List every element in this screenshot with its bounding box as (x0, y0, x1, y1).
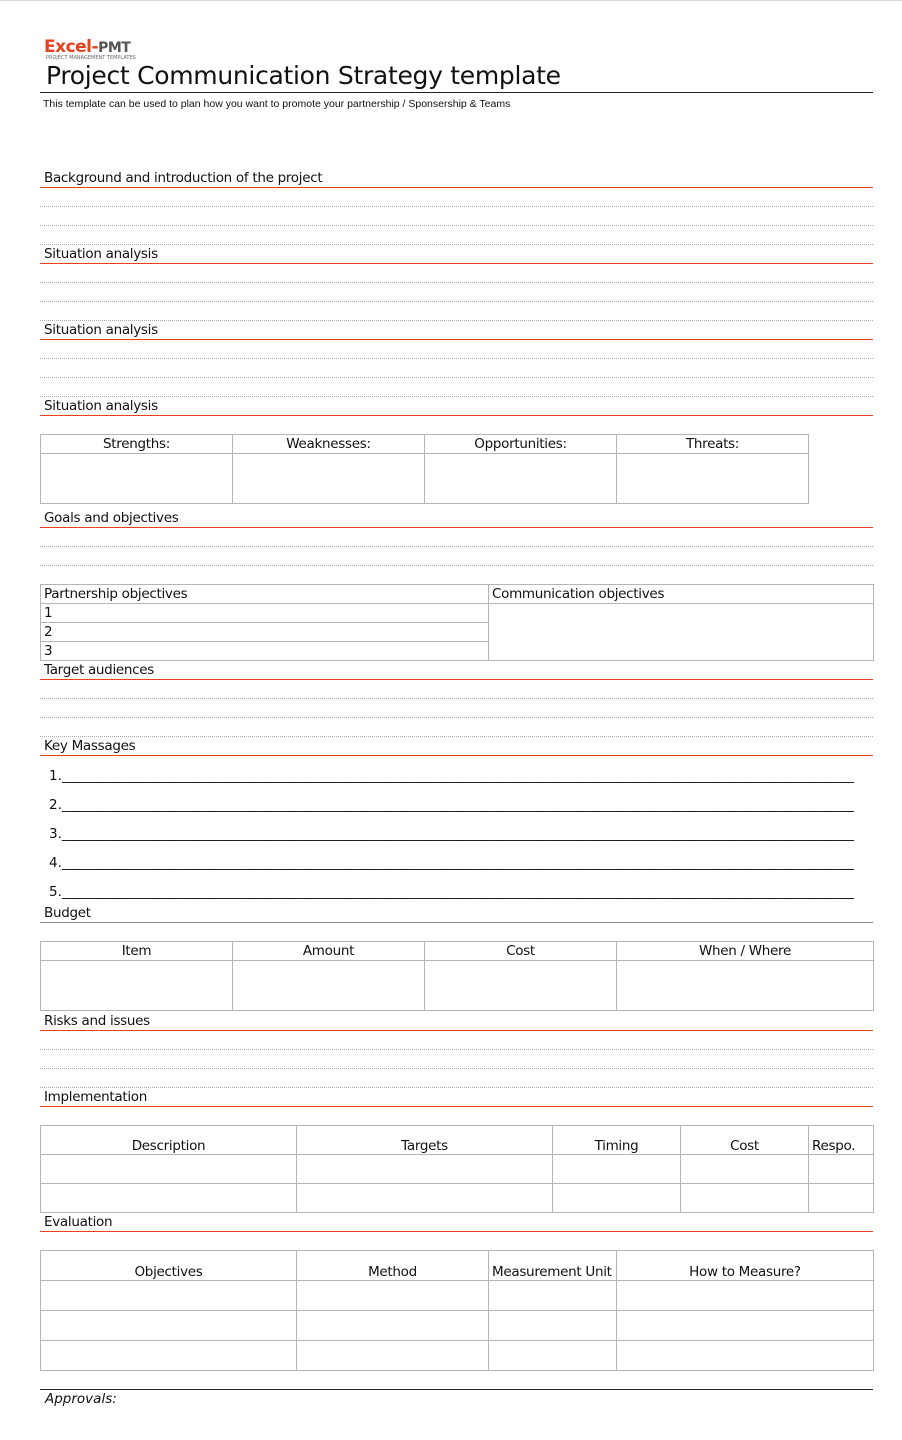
logo-tagline: PROJECT MANAGEMENT TEMPLATES (46, 55, 136, 61)
section-divider (40, 922, 873, 923)
key-message-line[interactable]: 4.____________________________________________________________________________________________________________________________________________ (49, 855, 853, 871)
partnership-objective-2[interactable]: 2 (41, 623, 489, 642)
table-cell[interactable] (297, 1341, 489, 1371)
table-header-row (41, 435, 809, 454)
section-heading-situation1: Situation analysis (44, 246, 158, 262)
table-cell[interactable] (425, 454, 617, 504)
section-heading-risks: Risks and issues (44, 1013, 150, 1029)
table-cell[interactable] (41, 1184, 297, 1213)
column-header: Threats: (617, 435, 809, 454)
column-header: Targets (297, 1126, 553, 1155)
column-header: Cost (425, 942, 617, 961)
table-cell[interactable] (489, 1341, 617, 1371)
section-heading-situation3: Situation analysis (44, 398, 158, 414)
table-cell[interactable] (41, 1311, 297, 1341)
table-header-row (41, 1251, 874, 1281)
section-heading-background: Background and introduction of the project (44, 170, 323, 186)
table-cell[interactable] (681, 1155, 809, 1184)
writing-line[interactable] (40, 225, 873, 226)
table-row (41, 1184, 874, 1213)
column-header: How to Measure? (617, 1251, 874, 1281)
table-cell[interactable] (41, 1341, 297, 1371)
table-row (41, 454, 809, 504)
table-cell[interactable] (809, 1184, 874, 1213)
writing-line[interactable] (40, 396, 873, 397)
table-cell[interactable] (41, 961, 233, 1011)
table-cell[interactable] (617, 1281, 874, 1311)
table-cell[interactable] (297, 1184, 553, 1213)
writing-line[interactable] (40, 282, 873, 283)
key-message-line[interactable]: 1.____________________________________________________________________________________________________________________________________________ (49, 768, 853, 784)
writing-line[interactable] (40, 1087, 873, 1088)
section-divider (40, 1030, 873, 1031)
key-message-number: 2. (49, 797, 62, 813)
key-message-line[interactable]: 3.____________________________________________________________________________________________________________________________________________ (49, 826, 853, 842)
writing-line[interactable] (40, 320, 873, 321)
section-heading-budget: Budget (44, 905, 91, 921)
column-header: Objectives (41, 1251, 297, 1281)
key-message-number: 4. (49, 855, 62, 871)
table-cell[interactable] (809, 1155, 874, 1184)
key-message-number: 5. (49, 884, 62, 900)
table-header-row (41, 1126, 874, 1155)
communication-objectives-header: Communication objectives (489, 585, 874, 604)
column-header: Item (41, 942, 233, 961)
key-message-number: 3. (49, 826, 62, 842)
table-cell[interactable] (553, 1155, 681, 1184)
table-cell[interactable] (617, 961, 874, 1011)
table-cell[interactable] (553, 1184, 681, 1213)
section-heading-target: Target audiences (44, 662, 155, 678)
approvals-label: Approvals: (45, 1391, 117, 1407)
table-cell[interactable] (297, 1155, 553, 1184)
table-cell[interactable] (489, 1281, 617, 1311)
divider (40, 92, 873, 93)
section-divider (40, 263, 873, 264)
table-row (41, 1341, 874, 1371)
communication-objectives-cell[interactable] (489, 604, 874, 661)
key-message-line[interactable]: 5.____________________________________________________________________________________________________________________________________________ (49, 884, 853, 900)
table-cell[interactable] (41, 1281, 297, 1311)
section-heading-implementation: Implementation (44, 1089, 147, 1105)
writing-line[interactable] (40, 244, 873, 245)
writing-line[interactable] (40, 736, 873, 737)
table-cell[interactable] (297, 1281, 489, 1311)
table-header-row (41, 942, 874, 961)
section-divider (40, 1231, 873, 1232)
partnership-objective-3[interactable]: 3 (41, 642, 489, 661)
table-cell[interactable] (41, 454, 233, 504)
section-heading-key_messages: Key Massages (44, 738, 136, 754)
key-message-line[interactable]: 2.____________________________________________________________________________________________________________________________________________ (49, 797, 853, 813)
writing-line[interactable] (40, 717, 873, 718)
writing-line[interactable] (40, 301, 873, 302)
column-header: Timing (553, 1126, 681, 1155)
writing-line[interactable] (40, 206, 873, 207)
divider (40, 1389, 873, 1390)
table-cell[interactable] (233, 961, 425, 1011)
section-divider (40, 415, 873, 416)
column-header: Strengths: (41, 435, 233, 454)
column-header: When / Where (617, 942, 874, 961)
table-row (41, 1155, 874, 1184)
key-message-number: 1. (49, 768, 62, 784)
table-cell[interactable] (617, 454, 809, 504)
evaluation-table (40, 1250, 874, 1371)
column-header: Amount (233, 942, 425, 961)
column-header: Cost (681, 1126, 809, 1155)
table-row (41, 1311, 874, 1341)
writing-line[interactable] (40, 565, 873, 566)
table-cell[interactable] (681, 1184, 809, 1213)
column-header: Measurement Unit (489, 1251, 617, 1281)
writing-line[interactable] (40, 698, 873, 699)
table-cell[interactable] (297, 1311, 489, 1341)
implementation-table (40, 1125, 874, 1213)
column-header: Weaknesses: (233, 435, 425, 454)
section-divider (40, 755, 873, 756)
section-heading-goals: Goals and objectives (44, 510, 179, 526)
column-header: Respo. (809, 1126, 874, 1155)
column-header: Description (41, 1126, 297, 1155)
section-divider (40, 1106, 873, 1107)
table-cell[interactable] (617, 1311, 874, 1341)
table-cell[interactable] (41, 1155, 297, 1184)
table-cell[interactable] (489, 1311, 617, 1341)
section-divider (40, 527, 873, 528)
section-divider (40, 339, 873, 340)
writing-line[interactable] (40, 1049, 873, 1050)
table-cell[interactable] (233, 454, 425, 504)
writing-line[interactable] (40, 1068, 873, 1069)
section-heading-evaluation: Evaluation (44, 1214, 113, 1230)
table-row (41, 1281, 874, 1311)
logo: Excel-PMT (44, 37, 131, 57)
writing-line[interactable] (40, 358, 873, 359)
section-heading-situation2: Situation analysis (44, 322, 158, 338)
objectives-table (40, 584, 874, 661)
column-header: Method (297, 1251, 489, 1281)
page-subtitle: This template can be used to plan how you want to promote your partnership / Sponsership & Teams (43, 98, 511, 110)
table-cell[interactable] (425, 961, 617, 1011)
column-header: Opportunities: (425, 435, 617, 454)
section-divider (40, 679, 873, 680)
page-title: Project Communication Strategy template (46, 61, 561, 90)
swot-table (40, 434, 809, 504)
writing-line[interactable] (40, 546, 873, 547)
budget-table (40, 941, 874, 1011)
partnership-objective-1[interactable]: 1 (41, 604, 489, 623)
partnership-objectives-header: Partnership objectives (41, 585, 489, 604)
section-divider (40, 187, 873, 188)
table-cell[interactable] (617, 1341, 874, 1371)
table-row (41, 961, 874, 1011)
writing-line[interactable] (40, 377, 873, 378)
